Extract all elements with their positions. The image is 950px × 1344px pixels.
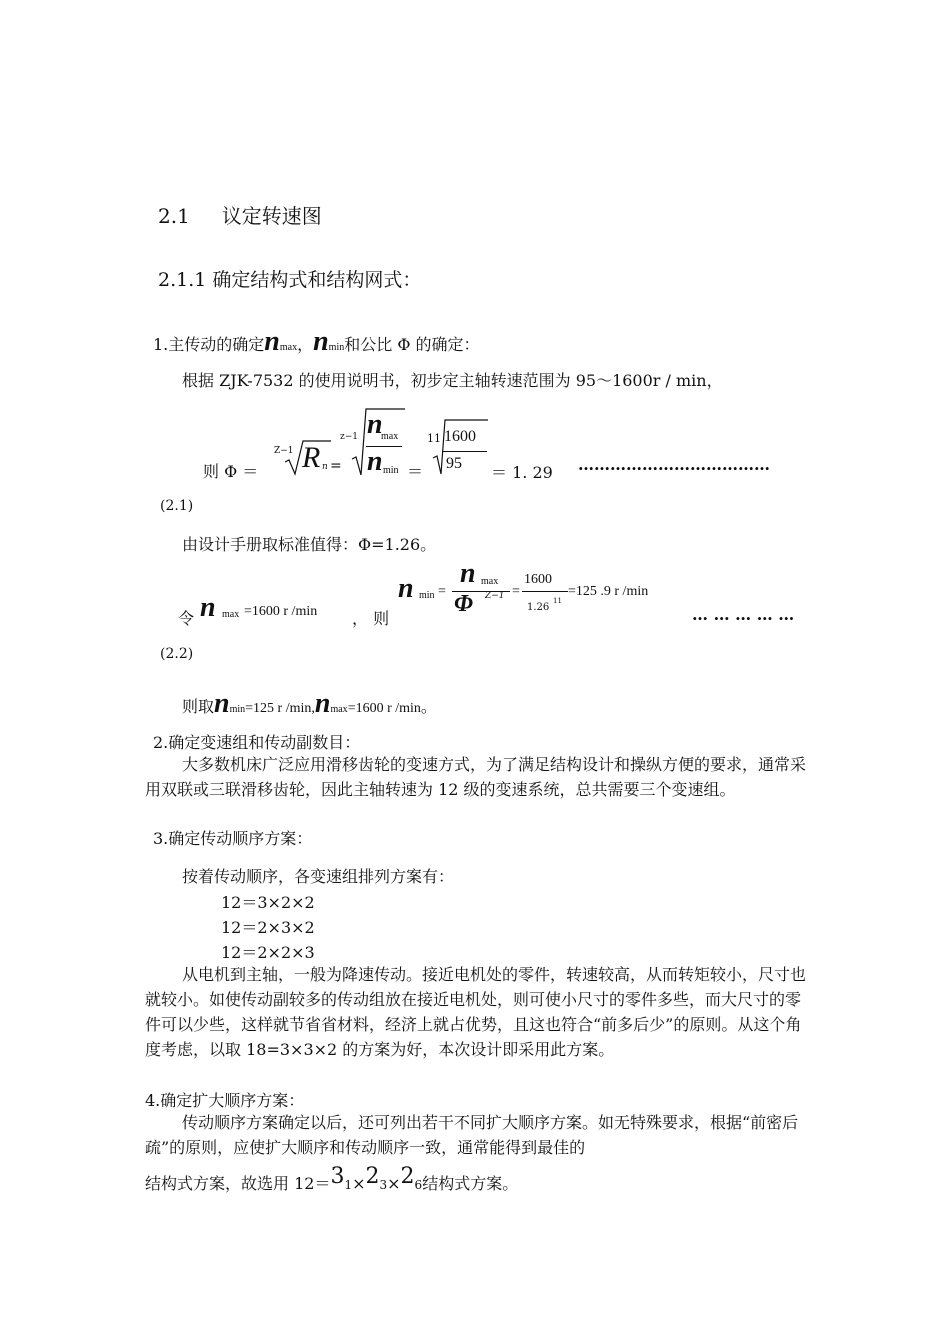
option-row: 12＝2×2×3 xyxy=(221,943,315,962)
item2-heading: 2.确定变速组和传动副数目： xyxy=(153,733,361,752)
section-number: 2.1 xyxy=(158,204,190,228)
equals: ＝ xyxy=(407,462,424,481)
comma: ， xyxy=(297,335,314,354)
eq1-dots: ……………………………… xyxy=(578,455,770,474)
times: × xyxy=(352,1174,366,1193)
last-prefix: 结构式方案，故选用 12＝ xyxy=(145,1174,331,1193)
factor: 2 xyxy=(365,1164,380,1189)
equals: = xyxy=(330,458,342,474)
eq2-prefix: 令 xyxy=(178,609,195,628)
option-row: 12＝2×3×2 xyxy=(221,918,315,937)
item2-para: 大多数机床广泛应用滑移齿轮的变速方式，为了满足结构设计和操纵方便的要求，通常采用双联或三联滑移齿轮，因此主轴转速为 12 级的变速系统，总共需要三个变速组。 xyxy=(145,755,807,799)
item4-para: 传动顺序方案确定以后，还可列出若干不同扩大顺序方案。如无特殊要求，根据“前密后疏”的原则，应使扩大顺序和传动顺序一致，通常能得到最佳的 xyxy=(145,1113,799,1157)
denominator-exp: 11 xyxy=(553,597,562,605)
factor: 2 xyxy=(400,1164,415,1189)
sub-max: max xyxy=(381,431,399,442)
var-n: n xyxy=(313,326,329,357)
subsection-number: 2.1.1 xyxy=(158,269,207,291)
var-n: n xyxy=(264,326,280,357)
equation-ref: (2.1) xyxy=(160,498,194,514)
sub-n: n xyxy=(322,462,328,472)
item1-heading-prefix: 1.主传动的确定 xyxy=(153,335,265,354)
denominator: 95 xyxy=(446,455,462,472)
var-n: n xyxy=(314,688,331,719)
var-R: R xyxy=(302,441,321,474)
denominator-base: 1.26 xyxy=(527,602,550,613)
period: 。 xyxy=(420,697,437,716)
numerator: 1600 xyxy=(444,428,476,445)
equals: = xyxy=(438,584,446,599)
fraction-line xyxy=(443,451,487,452)
item4-last-line xyxy=(145,1164,519,1206)
eq1-prefix: 则 Φ ＝ xyxy=(203,462,259,481)
std-value: 由设计手册取标准值得：Φ=1.26。 xyxy=(182,535,437,554)
item1-conclusion xyxy=(182,688,437,718)
var-n: n xyxy=(367,409,383,440)
nmax-value: =1600 r /min xyxy=(244,604,318,619)
var-n: n xyxy=(367,446,383,477)
exponent: Z−1 xyxy=(485,591,505,601)
conclusion-prefix: 则取 xyxy=(182,697,215,716)
eq2-then: ， 则 xyxy=(352,609,390,628)
item3-para: 从电机到主轴，一般为降速传动。接近电机处的零件，转速较高，从而转矩较小，尺寸也就较小。如使传动副较多的传动组放在接近电机处，则可使小尺寸的零件多些，而大尺寸的零件可以少些，这样就节省省材料，经济上就占优势，且这也符合“前多后少”的原则。从这个角度考虑，以取 18=3×3×2 的方案为好，本次设计即采用此方案。 xyxy=(145,965,807,1059)
section-title: 议定转速图 xyxy=(221,204,322,228)
sub-max: max xyxy=(222,609,240,620)
sub-min: min xyxy=(383,465,399,476)
sub-min: min xyxy=(229,704,246,715)
factor-sub: 1 xyxy=(344,1178,353,1192)
nmin-value: =125 r /min, xyxy=(245,701,315,716)
root-index: Z−1 xyxy=(274,446,294,456)
option-row: 12＝3×2×2 xyxy=(221,893,315,912)
root-index: 11 xyxy=(427,432,441,445)
sub-max: max xyxy=(330,704,348,715)
last-suffix: 结构式方案。 xyxy=(422,1174,519,1193)
sub-min: min xyxy=(419,590,435,601)
item3-heading: 3.确定传动顺序方案： xyxy=(153,829,313,848)
numerator: 1600 xyxy=(524,572,552,587)
eq2-result: =125 .9 r /min xyxy=(568,584,649,599)
sub-min: min xyxy=(328,342,345,353)
subsection-heading xyxy=(158,265,421,292)
times: × xyxy=(387,1174,401,1193)
var-n: n xyxy=(460,558,476,589)
equals: = xyxy=(512,584,520,599)
eq1-result: ＝ 1. 29 xyxy=(491,463,553,482)
eq2-dots: … … … … … xyxy=(692,605,795,624)
factor: 3 xyxy=(330,1164,345,1189)
root-index: z−1 xyxy=(340,432,359,442)
subsection-title: 确定结构式和结构网式： xyxy=(212,269,422,291)
nmax-value: =1600 r /min xyxy=(347,701,421,716)
item1-heading xyxy=(153,326,480,362)
var-n: n xyxy=(214,688,230,719)
section-heading xyxy=(158,200,322,229)
factor-sub: 3 xyxy=(379,1178,388,1192)
fraction-line xyxy=(522,591,568,592)
equation-ref: (2.2) xyxy=(160,646,194,662)
factor-sub: 6 xyxy=(414,1178,423,1192)
var-n: n xyxy=(398,573,414,604)
item4-heading: 4.确定扩大顺序方案： xyxy=(145,1091,305,1110)
sub-max: max xyxy=(279,342,298,353)
item3-intro: 按着传动顺序，各变速组排列方案有： xyxy=(182,867,455,886)
var-phi: Φ xyxy=(454,591,473,617)
item1-para: 根据 ZJK-7532 的使用说明书，初步定主轴转速范围为 95～1600r / min， xyxy=(182,371,723,390)
item1-heading-suffix: 和公比 Φ 的确定： xyxy=(344,335,480,354)
sub-max: max xyxy=(481,576,499,587)
var-n: n xyxy=(200,592,216,623)
